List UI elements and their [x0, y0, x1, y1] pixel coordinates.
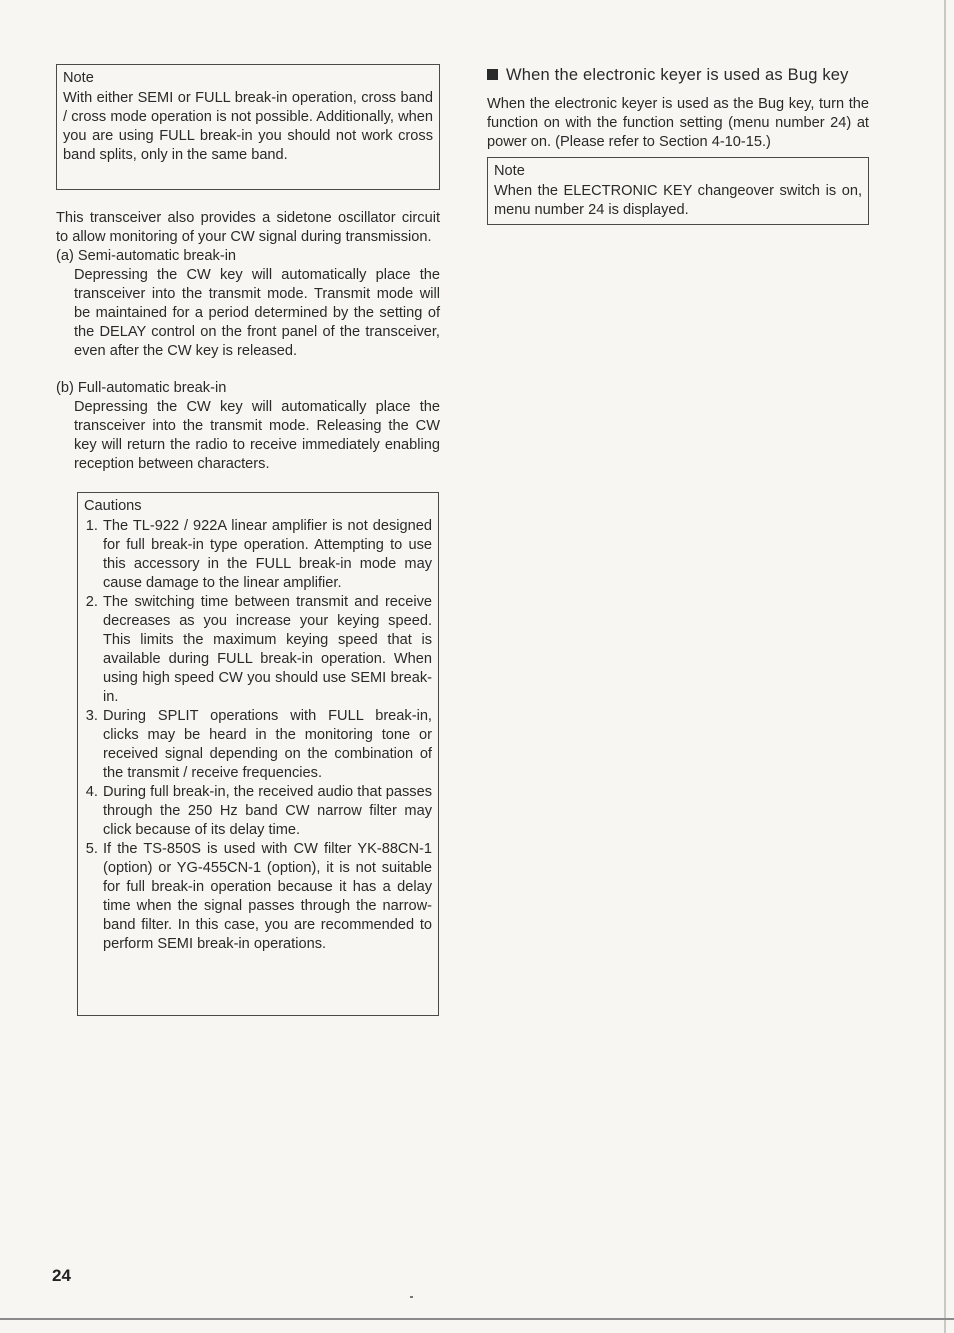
- cautions-box: [77, 492, 439, 1016]
- caution-item: 4. During full break-in, the received audio that passes through the 250 Hz band CW narrow filter may click because of its delay time.: [102, 783, 432, 840]
- square-bullet-icon: [487, 69, 498, 80]
- semi-break-in-label: (a) Semi-automatic break-in: [56, 248, 237, 264]
- right-column: [487, 64, 869, 225]
- caution-item: 1. The TL-922 / 922A linear amplifier is not designed for full break-in type operation. Attempting to use this accessory in the FULL break-in mode may cause damage to the linear amplifier.: [102, 517, 432, 593]
- left-column: [56, 64, 440, 1016]
- speck: [410, 1296, 413, 1298]
- sidetone-intro: This transceiver also provides a sidetone oscillator circuit to allow monitoring of your CW signal during transmission.: [56, 210, 440, 245]
- page-edge-shadow: [944, 0, 946, 1333]
- note-title: Note: [63, 70, 94, 86]
- cautions-title: Cautions: [84, 498, 142, 514]
- section-heading-text: When the electronic keyer is used as Bug key: [506, 66, 849, 84]
- caution-item: 2. The switching time between transmit and receive decreases as you increase your keying speed. This limits the maximum keying speed that is available during FULL break-in operation. When using high speed CW you should use SEMI break-in.: [102, 593, 432, 707]
- page-number: 24: [52, 1266, 71, 1285]
- note-text: With either SEMI or FULL break-in operation, cross band / cross mode operation is not possible. Additionally, when you are using FULL break-in you should not work cross band splits, only in the same band.: [63, 90, 433, 163]
- caution-item: 5. If the TS-850S is used with CW filter YK-88CN-1 (option) or YG-455CN-1 (option), it is not suitable for full break-in operation because it has a delay time when the signal passes through the narrow-band filter. In this case, you are recommended to perform SEMI break-in operations.: [102, 840, 432, 954]
- note-box-break-in: [56, 64, 440, 190]
- semi-break-in-text: Depressing the CW key will automatically place the transceiver into the transmit mode. Transmit mode will be maintained for a period determined by the setting of the DELAY control on the front panel of the transceiver, even after the CW key is released.: [74, 267, 440, 359]
- full-break-in-label: (b) Full-automatic break-in: [56, 380, 227, 396]
- note-text: When the ELECTRONIC KEY changeover switch is on, menu number 24 is displayed.: [494, 183, 862, 218]
- caution-item: 3. During SPLIT operations with FULL break-in, clicks may be heard in the monitoring tone or received signal depending on the combination of the transmit / receive frequencies.: [102, 707, 432, 783]
- section-heading-bug-key: [487, 66, 869, 84]
- note-title: Note: [494, 163, 525, 179]
- bug-key-text: When the electronic keyer is used as the Bug key, turn the function on with the function setting (menu number 24) at power on. (Please refer to Section 4-10-15.): [487, 96, 869, 150]
- full-break-in-text: Depressing the CW key will automatically place the transceiver into the transmit mode. Releasing the CW key will return the radio to receive immediately enabling reception between characters.: [74, 399, 440, 472]
- cautions-list: [84, 517, 432, 954]
- bottom-rule: [0, 1318, 954, 1320]
- note-box-electronic-key: [487, 157, 869, 225]
